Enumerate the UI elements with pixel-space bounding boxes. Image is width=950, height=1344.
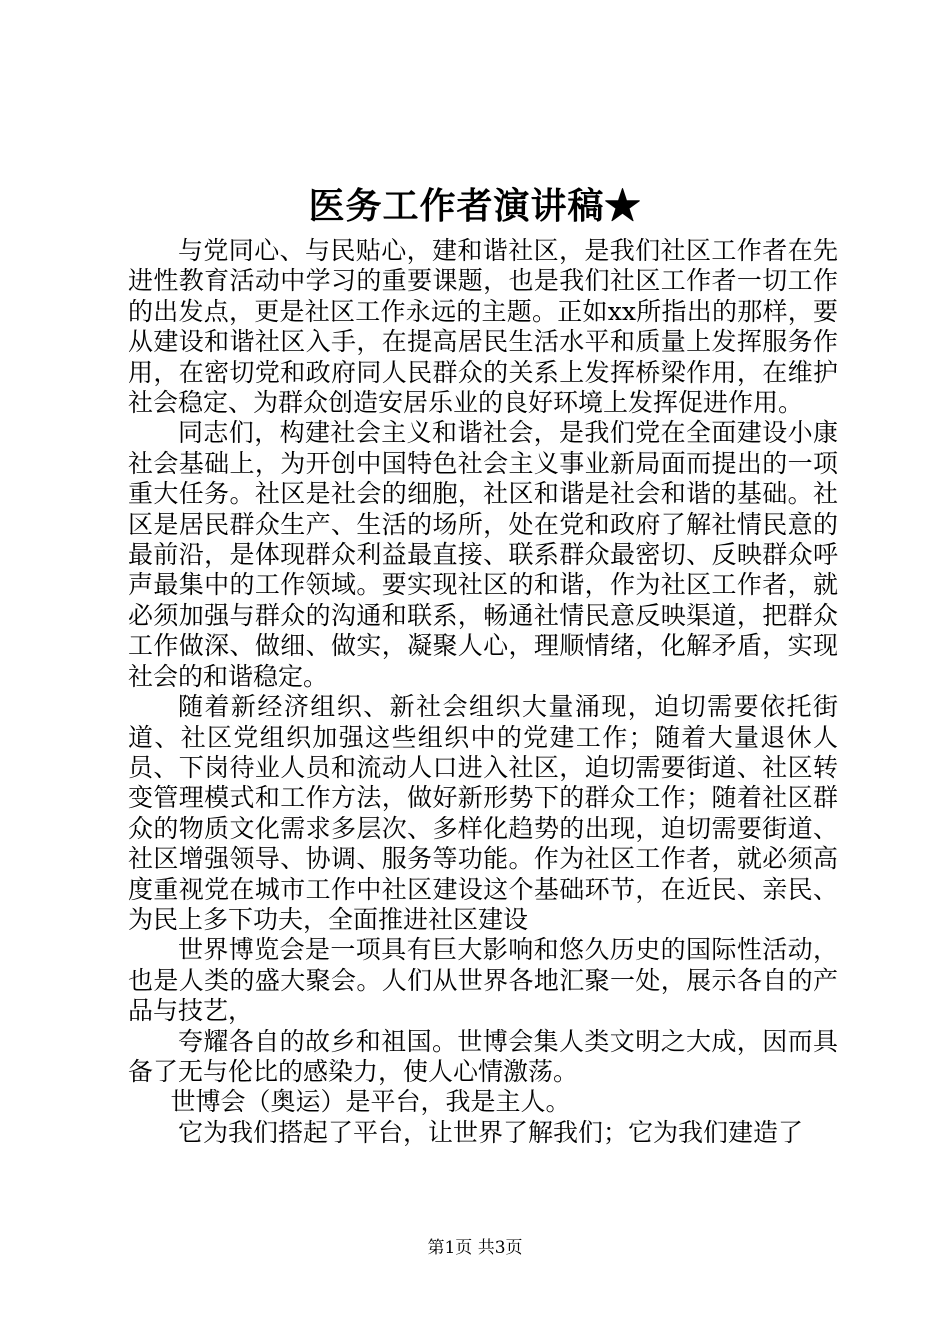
paragraph-7: 它为我们搭起了平台，让世界了解我们；它为我们建造了 <box>178 1117 804 1147</box>
paragraph-6: 世博会（奥运）是平台，我是主人。 <box>170 1087 571 1117</box>
document-title: 医务工作者演讲稿★ <box>308 185 642 227</box>
paragraph-5: 夸耀各自的故乡和祖国。世博会集人类文明之大成，因而具备了无与伦比的感染力，使人心情激荡。 <box>128 1026 838 1086</box>
paragraph-1: 与党同心、与民贴心，建和谐社区，是我们社区工作者在先进性教育活动中学习的重要课题，也是我们社区工作者一切工作的出发点，更是社区工作永远的主题。正如xx所指出的那样，要从建设和谐社区入手，在提高居民生活水平和质量上发挥服务作用，在密切党和政府同人民群众的关系上发挥桥梁作用，在维护社会稳定、为群众创造安居乐业的良好环境上发挥促进作用。 <box>128 236 838 418</box>
document-body <box>128 236 838 1148</box>
paragraph-4: 世界博览会是一项具有巨大影响和悠久历史的国际性活动，也是人类的盛大聚会。人们从世界各地汇聚一处，展示各自的产品与技艺， <box>128 935 838 1026</box>
page-footer: 第1页 共3页 <box>427 1238 523 1258</box>
paragraph-3: 随着新经济组织、新社会组织大量涌现，迫切需要依托街道、社区党组织加强这些组织中的党建工作；随着大量退休人员、下岗待业人员和流动人口进入社区，迫切需要街道、社区转变管理模式和工作方法，做好新形势下的群众工作；随着社区群众的物质文化需求多层次、多样化趋势的出现，迫切需要街道、社区增强领导、协调、服务等功能。作为社区工作者，就必须高度重视党在城市工作中社区建设这个基础环节，在近民、亲民、为民上多下功夫，全面推进社区建设 <box>128 692 838 934</box>
paragraph-2: 同志们，构建社会主义和谐社会，是我们党在全面建设小康社会基础上，为开创中国特色社会主义事业新局面而提出的一项重大任务。社区是社会的细胞，社区和谐是社会和谐的基础。社区是居民群众生产、生活的场所，处在党和政府了解社情民意的最前沿，是体现群众利益最直接、联系群众最密切、反映群众呼声最集中的工作领域。要实现社区的和谐，作为社区工作者，就必须加强与群众的沟通和联系，畅通社情民意反映渠道，把群众工作做深、做细、做实，凝聚人心，理顺情绪，化解矛盾，实现社会的和谐稳定。 <box>128 418 838 691</box>
